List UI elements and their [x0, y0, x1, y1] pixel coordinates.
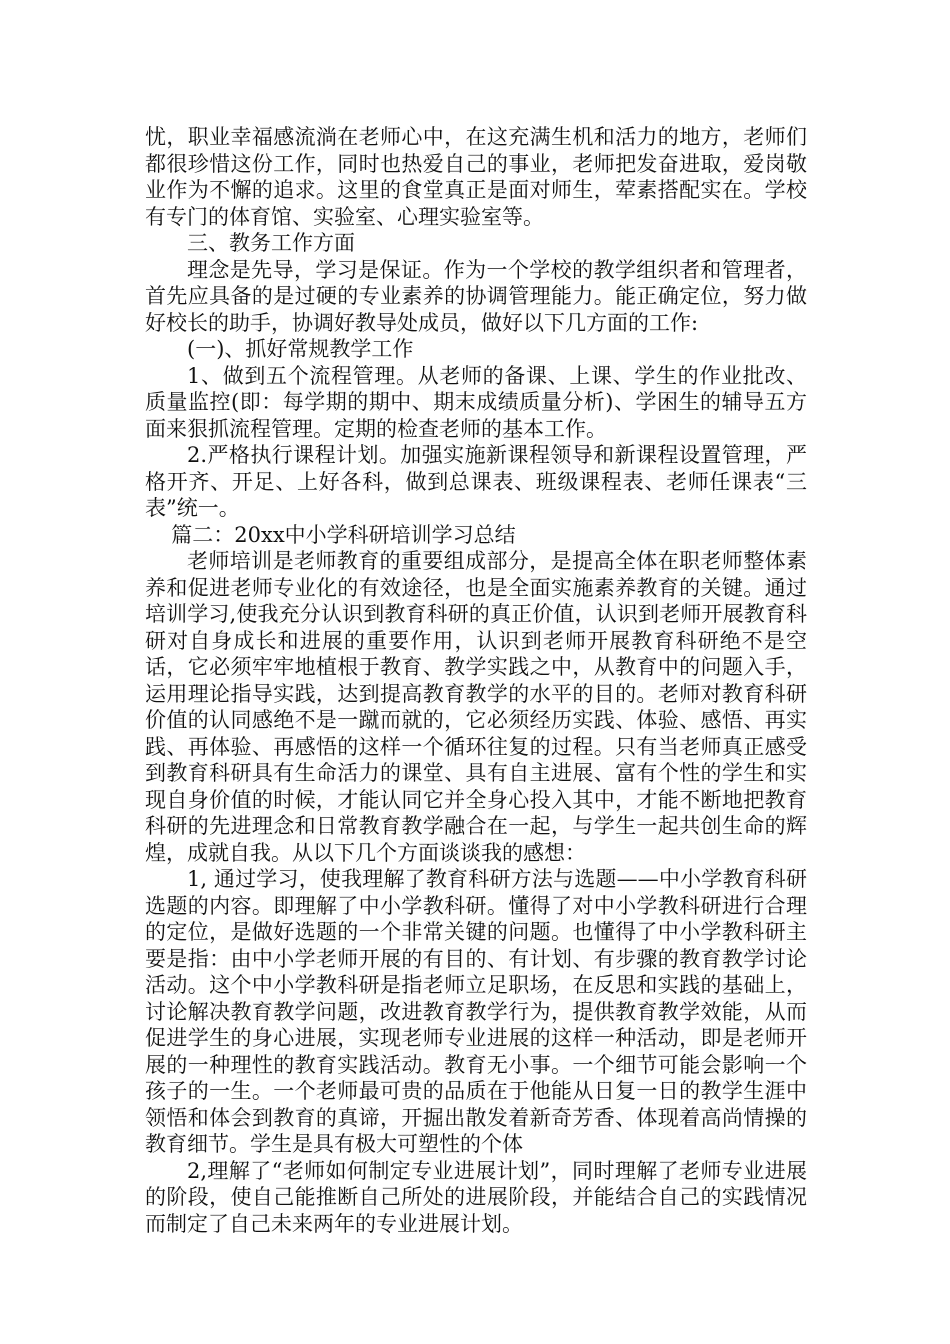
list-item-curriculum-plan: 2.严格执行课程计划。加强实施新课程领导和新课程设置管理，严格开齐、开足、上好各科，做到总课表、班级课程表、老师任课表“三表”统一。 [145, 443, 807, 520]
chapter-title-part-two: 篇二：20xx中小学科研培训学习总结 [171, 522, 516, 547]
subheading-routine-teaching: (一)、抓好常规教学工作 [187, 337, 414, 361]
paragraph-campus-life: 忧，职业幸福感流淌在老师心中，在这充满生机和活力的地方，老师们都很珍惜这份工作，同时也热爱自己的事业，老师把发奋进取，爱岗敬业作为不懈的追求。这里的食堂真正是面对师生，荤素搭配实在。学校有专门的体育馆、实验室、心理实验室等。 [145, 125, 807, 229]
document-body [145, 124, 807, 1237]
list-item-process-management: 1、做到五个流程管理。从老师的备课、上课、学生的作业批改、质量监控(即：每学期的期中、期末成绩质量分析)、学困生的辅导五方面来狠抓流程管理。定期的检查老师的基本工作。 [145, 363, 807, 441]
paragraph-management-philosophy: 理念是先导，学习是保证。作为一个学校的教学组织者和管理者，首先应具备的是过硬的专业素养的协调管理能力。能正确定位，努力做好校长的助手，协调好教导处成员，做好以下几方面的工作: [145, 257, 807, 335]
list-item-research-topics: 1, 通过学习，使我理解了教育科研方法与选题——中小学教育科研选题的内容。即理解了中小学教科研。懂得了对中小学教科研进行合理的定位，是做好选题的一个非常关键的问题。也懂得了中小学教科研主要是指：由中小学老师开展的有目的、有计划、有步骤的教育教学讨论活动。这个中小学教科研是指老师立足职场，在反思和实践的基础上，讨论解决教育教学问题，改进教育教学行为，提供教育教学效能，从而促进学生的身心进展，实现老师专业进展的这样一种活动，即是老师开展的一种理性的教育实践活动。教育无小事。一个细节可能会影响一个孩子的一生。一个老师最可贵的品质在于他能从日复一日的教学生涯中领悟和体会到教育的真谛，开掘出散发着新奇芳香、体现着高尚情操的教育细节。学生是具有极大可塑性的个体 [145, 867, 807, 1156]
paragraph-teacher-training: 老师培训是老师教育的重要组成部分，是提高全体在职老师整体素养和促进老师专业化的有效途径，也是全面实施素养教育的关键。通过培训学习,使我充分认识到教育科研的真正价值，认识到老师开展教育科研对自身成长和进展的重要作用，认识到老师开展教育科研绝不是空话，它必须牢牢地植根于教育、教学实践之中，从教育中的问题入手，运用理论指导实践，达到提高教育教学的水平的目的。老师对教育科研价值的认同感绝不是一蹴而就的，它必须经历实践、体验、感悟、再实践、再体验、再感悟的这样一个循环往复的过程。只有当老师真正感受到教育科研具有生命活力的课堂、具有自主进展、富有个性的学生和实现自身价值的时候，才能认同它并全身心投入其中，才能不断地把教育科研的先进理念和日常教育教学融合在一起，与学生一起共创生命的辉煌，成就自我。从以下几个方面谈谈我的感想： [145, 549, 807, 865]
section-heading-academic-affairs: 三、教务工作方面 [187, 231, 355, 255]
list-item-development-plan: 2,理解了“老师如何制定专业进展计划”，同时理解了老师专业进展的阶段，使自己能推断自己所处的进展阶段，并能结合自己的实践情况而制定了自己未来两年的专业进展计划。 [145, 1158, 807, 1236]
